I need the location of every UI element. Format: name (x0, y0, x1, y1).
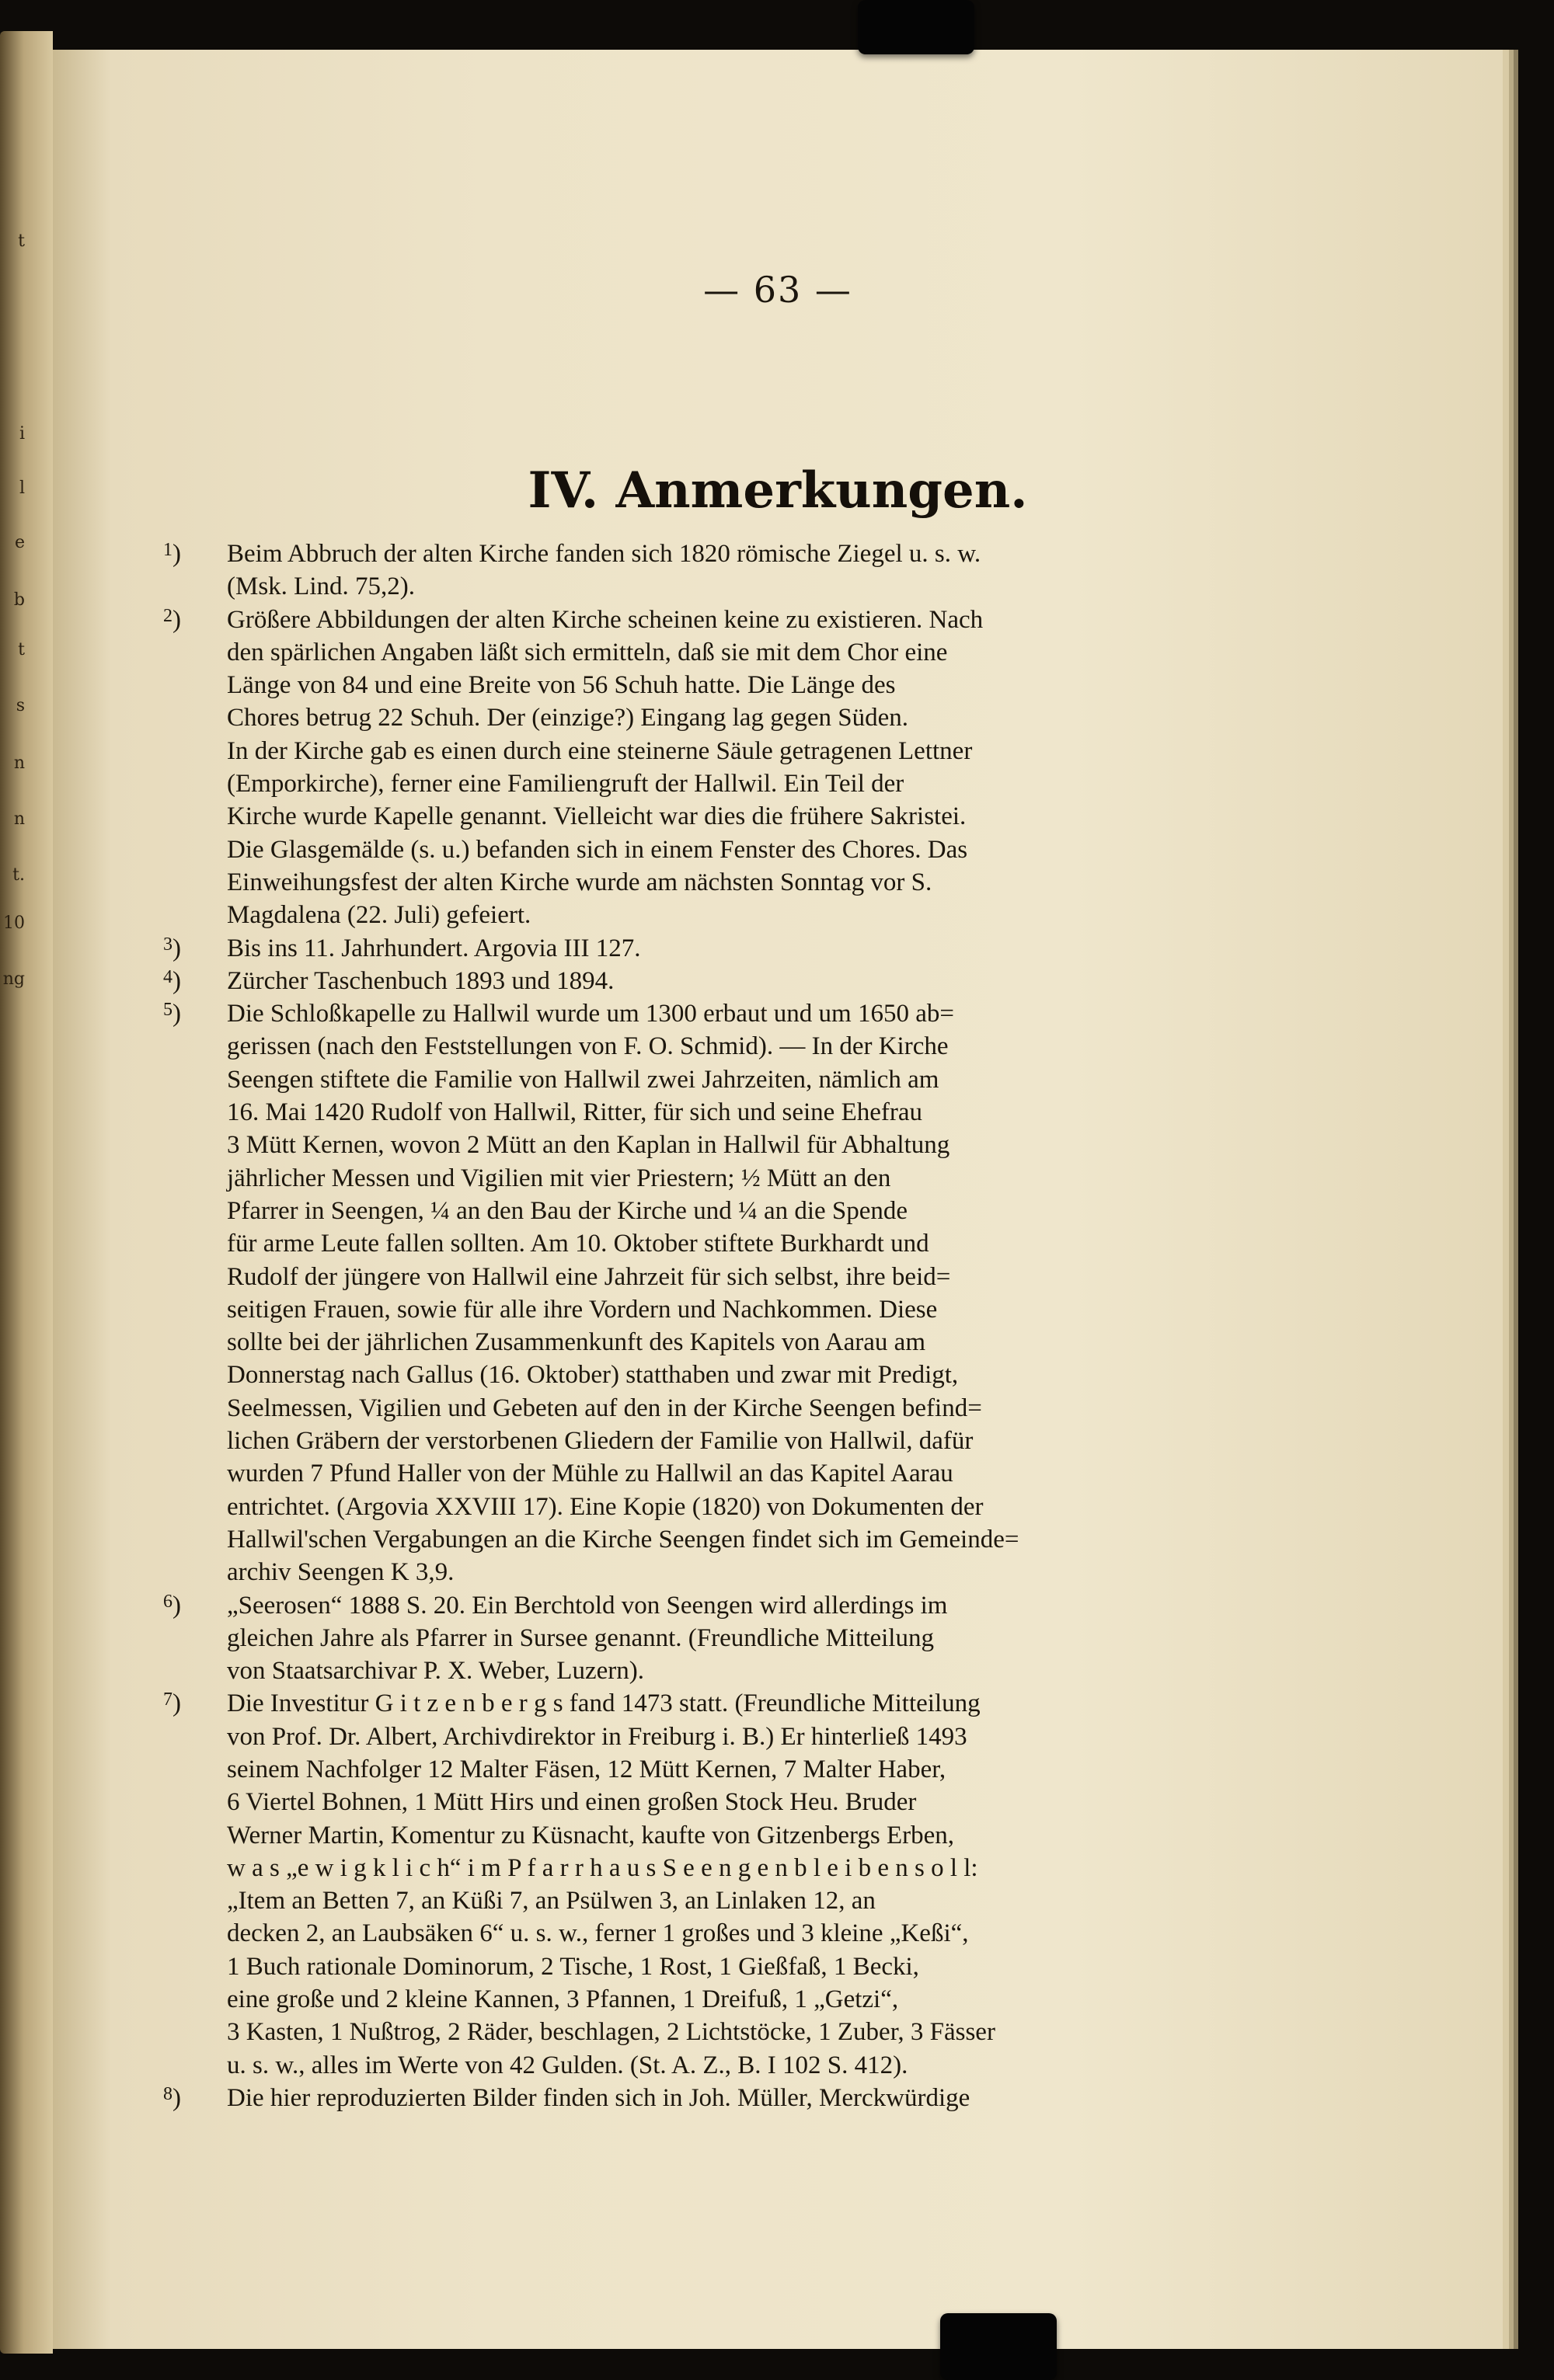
footnote-line: Bis ins 11. Jahrhundert. Argovia III 127. (227, 934, 641, 962)
footnote-line: 6 Viertel Bohnen, 1 Mütt Hirs und einen großen Stock Heu. Bruder (227, 1788, 917, 1817)
footnote-line: u. s. w., alles im Werte von 42 Gulden. (St. A. Z., B. I 102 S. 412). (227, 2051, 908, 2079)
facing-page-fragment: t (18, 231, 25, 251)
footnote-line: Rudolf der jüngere von Hallwil eine Jahrzeit für sich selbst, ihre beid= (227, 1262, 951, 1291)
facing-page-fragment: n (13, 753, 25, 773)
facing-page-fragment: 10 (3, 913, 25, 933)
facing-page-fragment: i (19, 424, 25, 444)
footnote-line: Werner Martin, Komentur zu Küsnacht, kaufte von Gitzenbergs Erben, (227, 1821, 955, 1849)
footnote-line: seinem Nachfolger 12 Malter Fäsen, 12 Mütt Kernen, 7 Malter Haber, (227, 1755, 946, 1783)
left-page-edge (0, 31, 53, 2354)
footnote (163, 538, 1260, 604)
footnote-line: Pfarrer in Seengen, ¼ an den Bau der Kirche und ¼ an die Spende (227, 1196, 908, 1225)
footnote-line: Größere Abbildungen der alten Kirche scheinen keine zu existieren. Nach (227, 605, 984, 634)
footnote-line: Länge von 84 und eine Breite von 56 Schuh hatte. Die Länge des (227, 671, 896, 700)
footnote-line: gleichen Jahre als Pfarrer in Sursee genannt. (Freundliche Mitteilung (227, 1623, 934, 1652)
footnote (163, 932, 1260, 965)
footnote-number: 1 ) (163, 531, 181, 566)
footnote-line: Seengen stiftete die Familie von Hallwil zwei Jahrzeiten, nämlich am (227, 1065, 939, 1094)
footnote-line: „Seerosen“ 1888 S. 20. Ein Berchtold von Seengen wird allerdings im (227, 1591, 948, 1620)
footnote-line: (Msk. Lind. 75,2). (227, 572, 415, 601)
footnote-line: (Emporkirche), ferner eine Familiengruft der Hallwil. Ein Teil der (227, 770, 904, 799)
footnote-number: 3 ) (163, 926, 181, 961)
footnote-line: Die Schloßkapelle zu Hallwil wurde um 1300 erbaut und um 1650 ab= (227, 1000, 954, 1028)
footnote-line: eine große und 2 kleine Kannen, 3 Pfannen, 1 Dreifuß, 1 „Getzi“, (227, 1985, 899, 2014)
footnote-line: Seelmessen, Vigilien und Gebeten auf den in der Kirche Seengen befind= (227, 1394, 982, 1422)
facing-page-fragment: s (16, 696, 25, 715)
facing-page-fragment: t (18, 640, 25, 659)
footnote-number: 6 ) (163, 1583, 181, 1618)
section-heading: IV. Anmerkungen. (528, 461, 1028, 520)
footnote-line: 1 Buch rationale Dominorum, 2 Tische, 1 Rost, 1 Gießfaß, 1 Becki, (227, 1952, 919, 1981)
footnote-line: Einweihungsfest der alten Kirche wurde am nächsten Sonntag vor S. (227, 868, 932, 896)
footnote-line: 3 Mütt Kernen, wovon 2 Mütt an den Kaplan in Hallwil für Abhaltung (227, 1131, 950, 1160)
footnote-number: 7 ) (163, 1681, 181, 1716)
footnote-line: gerissen (nach den Feststellungen von F. O. Schmid). — In der Kirche (227, 1032, 949, 1061)
footnote-number: 4 ) (163, 959, 181, 993)
footnote-line: für arme Leute fallen sollten. Am 10. Oktober stiftete Burkhardt und (227, 1230, 929, 1258)
footnote-line: Beim Abbruch der alten Kirche fanden sich 1820 römische Ziegel u. s. w. (227, 540, 981, 568)
footnote-line: Die hier reproduzierten Bilder finden sich in Joh. Müller, Merckwürdige (227, 2083, 970, 2112)
footnote (163, 2082, 1260, 2114)
footnote-line: von Prof. Dr. Albert, Archivdirektor in Freiburg i. B.) Er hinterließ 1493 (227, 1722, 967, 1751)
facing-page-fragment: ng (2, 969, 25, 989)
footnote-number: 8 ) (163, 2076, 181, 2110)
footnotes-list (163, 538, 1260, 2114)
footnote-number: 5 ) (163, 991, 181, 1026)
footnote-line: Magdalena (22. Juli) gefeiert. (227, 901, 531, 930)
footnote-line: archiv Seengen K 3,9. (227, 1558, 455, 1587)
footnote-line: „Item an Betten 7, an Küßi 7, an Psülwen 3, an Linlaken 12, an (227, 1887, 876, 1915)
page-number: — 63 — (703, 269, 852, 311)
footnote-line: Kirche wurde Kapelle genannt. Vielleicht war dies die frühere Sakristei. (227, 802, 967, 831)
footnote-line: Donnerstag nach Gallus (16. Oktober) statthaben und zwar mit Predigt, (227, 1361, 959, 1390)
footnote-number: 2 ) (163, 597, 181, 632)
bottom-binder-clip (940, 2313, 1057, 2380)
footnote-line: In der Kirche gab es einen durch eine steinerne Säule getragenen Lettner (227, 736, 973, 765)
footnote-line: Die Investitur G i t z e n b e r g s fand 1473 statt. (Freundliche Mitteilung (227, 1689, 981, 1718)
footnote-line: wurden 7 Pfund Haller von der Mühle zu Hallwil an das Kapitel Aarau (227, 1460, 953, 1488)
footnote-line: 3 Kasten, 1 Nußtrog, 2 Räder, beschlagen, 2 Lichtstöcke, 1 Zuber, 3 Fässer (227, 2018, 995, 2047)
footnote-line: w a s „e w i g k l i c h“ i m P f a r r h a u s S e e n g e n b l e i b e n s o l l: (227, 1853, 978, 1882)
facing-page-fragment: l (19, 478, 25, 498)
footnote-line: Hallwil'schen Vergabungen an die Kirche Seengen findet sich im Gemeinde= (227, 1525, 1019, 1554)
footnote (163, 997, 1260, 1588)
footnote (163, 1589, 1260, 1688)
footnote-line: decken 2, an Laubsäken 6“ u. s. w., ferner 1 großes und 3 kleine „Keßi“, (227, 1919, 969, 1948)
footnote-line: jährlicher Messen und Vigilien mit vier Priestern; ½ Mütt an den (227, 1164, 891, 1192)
footnote-line: den spärlichen Angaben läßt sich ermitteln, daß sie mit dem Chor eine (227, 638, 948, 666)
footnote-line: entrichtet. (Argovia XXVIII 17). Eine Kopie (1820) von Dokumenten der (227, 1492, 984, 1521)
footnote-line: 16. Mai 1420 Rudolf von Hallwil, Ritter, für sich und seine Ehefrau (227, 1098, 923, 1127)
facing-page-fragment: b (13, 590, 25, 610)
book-page (53, 50, 1503, 2349)
footnote-line: Die Glasgemälde (s. u.) befanden sich in einem Fenster des Chores. Das (227, 835, 968, 864)
top-binder-clip (858, 0, 974, 54)
footnote-line: sollte bei der jährlichen Zusammenkunft des Kapitels von Aarau am (227, 1328, 925, 1357)
footnote-line: Chores betrug 22 Schuh. Der (einzige?) Eingang lag gegen Süden. (227, 704, 908, 732)
facing-page-fragment: t. (12, 865, 25, 885)
facing-page-fragment: n (13, 809, 25, 829)
footnote-line: seitigen Frauen, sowie für alle ihre Vordern und Nachkommen. Diese (227, 1295, 938, 1324)
footnote-line: lichen Gräbern der verstorbenen Gliedern der Familie von Hallwil, dafür (227, 1427, 974, 1456)
footnote (163, 604, 1260, 932)
footnote (163, 965, 1260, 997)
facing-page-fragment: e (14, 533, 25, 552)
footnote-line: von Staatsarchivar P. X. Weber, Luzern). (227, 1657, 644, 1686)
footnote-line: Zürcher Taschenbuch 1893 und 1894. (227, 966, 615, 995)
footnote (163, 1687, 1260, 2082)
